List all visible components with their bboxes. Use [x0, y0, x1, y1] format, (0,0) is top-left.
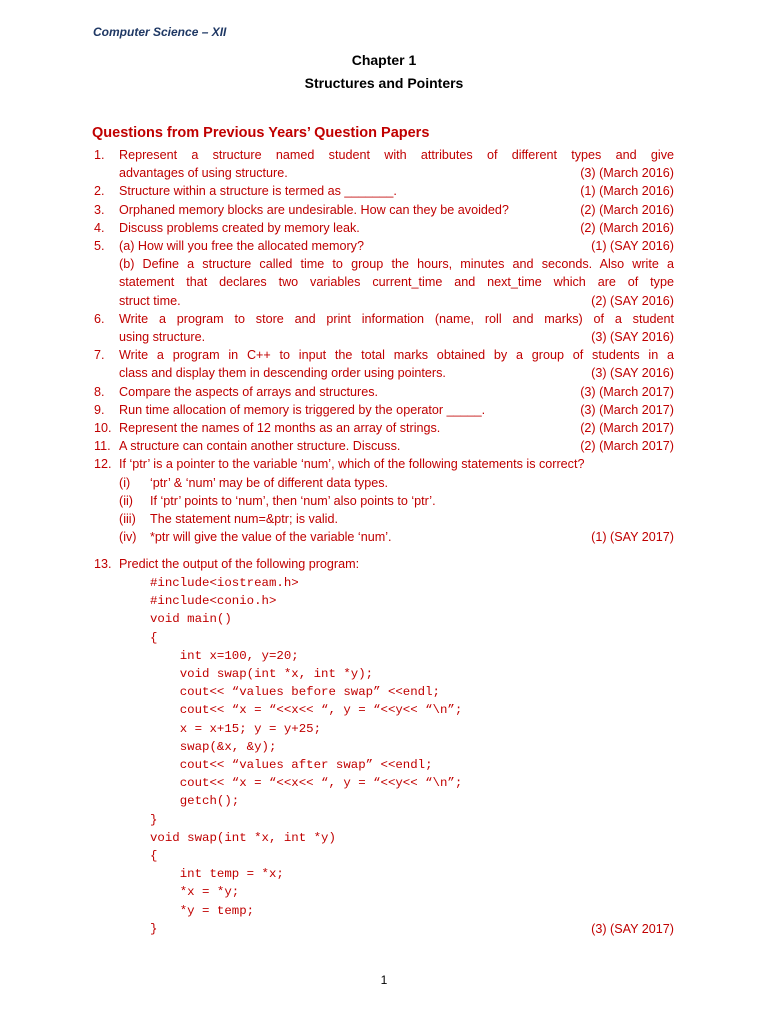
question-number: 4. — [94, 220, 105, 235]
code-line: #include<iostream.h> — [150, 576, 299, 590]
option-line — [0, 492, 768, 510]
code-line: int x=100, y=20; — [150, 648, 299, 663]
question-text: Write a program to store and print information (name, roll and marks) of a student — [119, 311, 674, 326]
question-line — [0, 146, 768, 164]
question-line — [0, 273, 768, 291]
option-number: (iii) — [119, 512, 136, 526]
code-line: { — [150, 849, 158, 863]
question-number: 13. — [94, 557, 112, 571]
question-marks: (2) (March 2016) — [580, 202, 674, 217]
chapter-title: Structures and Pointers — [304, 75, 464, 91]
question-line — [0, 201, 768, 219]
question-text: A structure can contain another structure. Discuss. — [119, 439, 401, 454]
running-header: Computer Science – XII — [93, 25, 227, 39]
option-number: (iv) — [119, 530, 137, 545]
code-line: cout<< “values after swap” <<endl; — [150, 758, 433, 772]
chapter-number: Chapter 1 — [351, 52, 417, 68]
option-text: The statement num=&ptr; is valid. — [150, 512, 338, 526]
code-line: *x = *y; — [150, 885, 240, 900]
question-line — [0, 255, 768, 273]
question-marks: (1) (SAY 2016) — [591, 239, 674, 253]
question-number: 7. — [94, 348, 105, 363]
question-line — [0, 419, 768, 437]
option-marks: (1) (SAY 2017) — [591, 530, 674, 545]
question-line — [0, 310, 768, 328]
question-line — [0, 437, 768, 455]
option-number: (i) — [119, 475, 131, 490]
code-line: void swap(int *x, int *y); — [150, 667, 374, 681]
option-text: If ‘ptr’ points to ‘num’, then ‘num’ also points to ‘ptr’. — [150, 493, 436, 508]
question-number: 2. — [94, 184, 105, 199]
question-line — [0, 292, 768, 310]
question-number: 10. — [94, 421, 112, 435]
question-text: Orphaned memory blocks are undesirable. How can they be avoided? — [119, 202, 509, 217]
question-line — [0, 455, 768, 473]
code-line: cout<< “x = “<<x<< “, y = “<<y<< “\n”; — [150, 703, 463, 718]
question-number: 12. — [94, 457, 112, 472]
question-marks: (2) (March 2017) — [580, 439, 674, 454]
question-text: advantages of using structure. — [119, 166, 288, 181]
code-line: *y = temp; — [150, 903, 255, 918]
code-line: #include<conio.h> — [150, 594, 277, 609]
question-text: Write a program in C++ to input the total marks obtained by a group of students in a — [119, 348, 674, 363]
code-line: void swap(int *x, int *y) — [150, 830, 336, 845]
question-line — [0, 346, 768, 364]
question-marks: (2) (SAY 2016) — [591, 293, 674, 308]
question-marks: (3) (SAY 2016) — [591, 330, 674, 344]
question-line — [0, 364, 768, 382]
question-marks: (3) (March 2017) — [580, 384, 674, 399]
option-number: (ii) — [119, 493, 133, 508]
code-line: void main() — [150, 612, 232, 627]
question-text: Compare the aspects of arrays and structures. — [119, 384, 378, 399]
question-text: (a) How will you free the allocated memory? — [119, 239, 364, 253]
code-line: { — [150, 630, 158, 645]
question-number: 6. — [94, 311, 105, 326]
question-marks: (2) (March 2016) — [580, 220, 674, 235]
option-line — [0, 528, 768, 546]
question-text: Represent a structure named student with attributes of different types and give — [119, 148, 674, 162]
question-number: 11. — [94, 439, 111, 454]
question-marks: (3) (March 2016) — [580, 166, 674, 181]
question-text: struct time. — [119, 293, 181, 308]
question-text: Structure within a structure is termed as _______. — [119, 184, 397, 199]
question-number: 3. — [94, 202, 105, 217]
option-text: ‘ptr’ & ‘num’ may be of different data types. — [150, 475, 389, 490]
section-heading: Questions from Previous Years’ Question Papers — [92, 125, 430, 141]
question-number: 1. — [94, 148, 105, 162]
question-text: Represent the names of 12 months as an array of strings. — [119, 421, 441, 435]
question-line — [0, 237, 768, 255]
question-number: 5. — [94, 239, 105, 253]
question-line — [0, 164, 768, 182]
question-line — [0, 182, 768, 200]
question-marks: (2) (March 2017) — [580, 421, 674, 435]
question-marks: (1) (March 2016) — [580, 184, 674, 199]
code-line: x = x+15; y = y+25; — [150, 721, 322, 736]
code-line: } — [150, 921, 158, 936]
question-marks: (3) (March 2017) — [580, 402, 674, 417]
question-marks: (3) (SAY 2017) — [591, 921, 674, 936]
question-text: Discuss problems created by memory leak. — [119, 220, 360, 235]
page-number: 1 — [380, 973, 388, 987]
question-text: class and display them in descending order using pointers. — [119, 366, 446, 381]
question-line — [0, 401, 768, 419]
question-text: Predict the output of the following program: — [119, 557, 360, 571]
question-text: If ‘ptr’ is a pointer to the variable ‘num’, which of the following statements is correct? — [119, 457, 585, 472]
code-line: } — [150, 812, 158, 827]
option-text: *ptr will give the value of the variable ‘num’. — [150, 530, 392, 545]
question-text: statement that declares two variables current_time and next_time which are of type — [119, 275, 674, 290]
question-number: 9. — [94, 402, 105, 417]
option-line — [0, 474, 768, 492]
question-number: 8. — [94, 384, 105, 399]
question-text: (b) Define a structure called time to group the hours, minutes and seconds. Also write a — [119, 257, 674, 272]
code-line: int temp = *x; — [150, 867, 284, 882]
code-line: swap(&x, &y); — [150, 739, 277, 754]
question-line — [0, 383, 768, 401]
question-text: Run time allocation of memory is triggered by the operator _____. — [119, 402, 486, 417]
question-line — [0, 219, 768, 237]
question-text: using structure. — [119, 330, 206, 344]
question-marks: (3) (SAY 2016) — [591, 366, 674, 381]
code-line: getch(); — [150, 794, 240, 809]
code-line: cout<< “x = “<<x<< “, y = “<<y<< “\n”; — [150, 776, 463, 791]
question-line — [0, 555, 768, 573]
code-line: cout<< “values before swap” <<endl; — [150, 685, 440, 700]
option-line — [0, 510, 768, 528]
question-line — [0, 328, 768, 346]
